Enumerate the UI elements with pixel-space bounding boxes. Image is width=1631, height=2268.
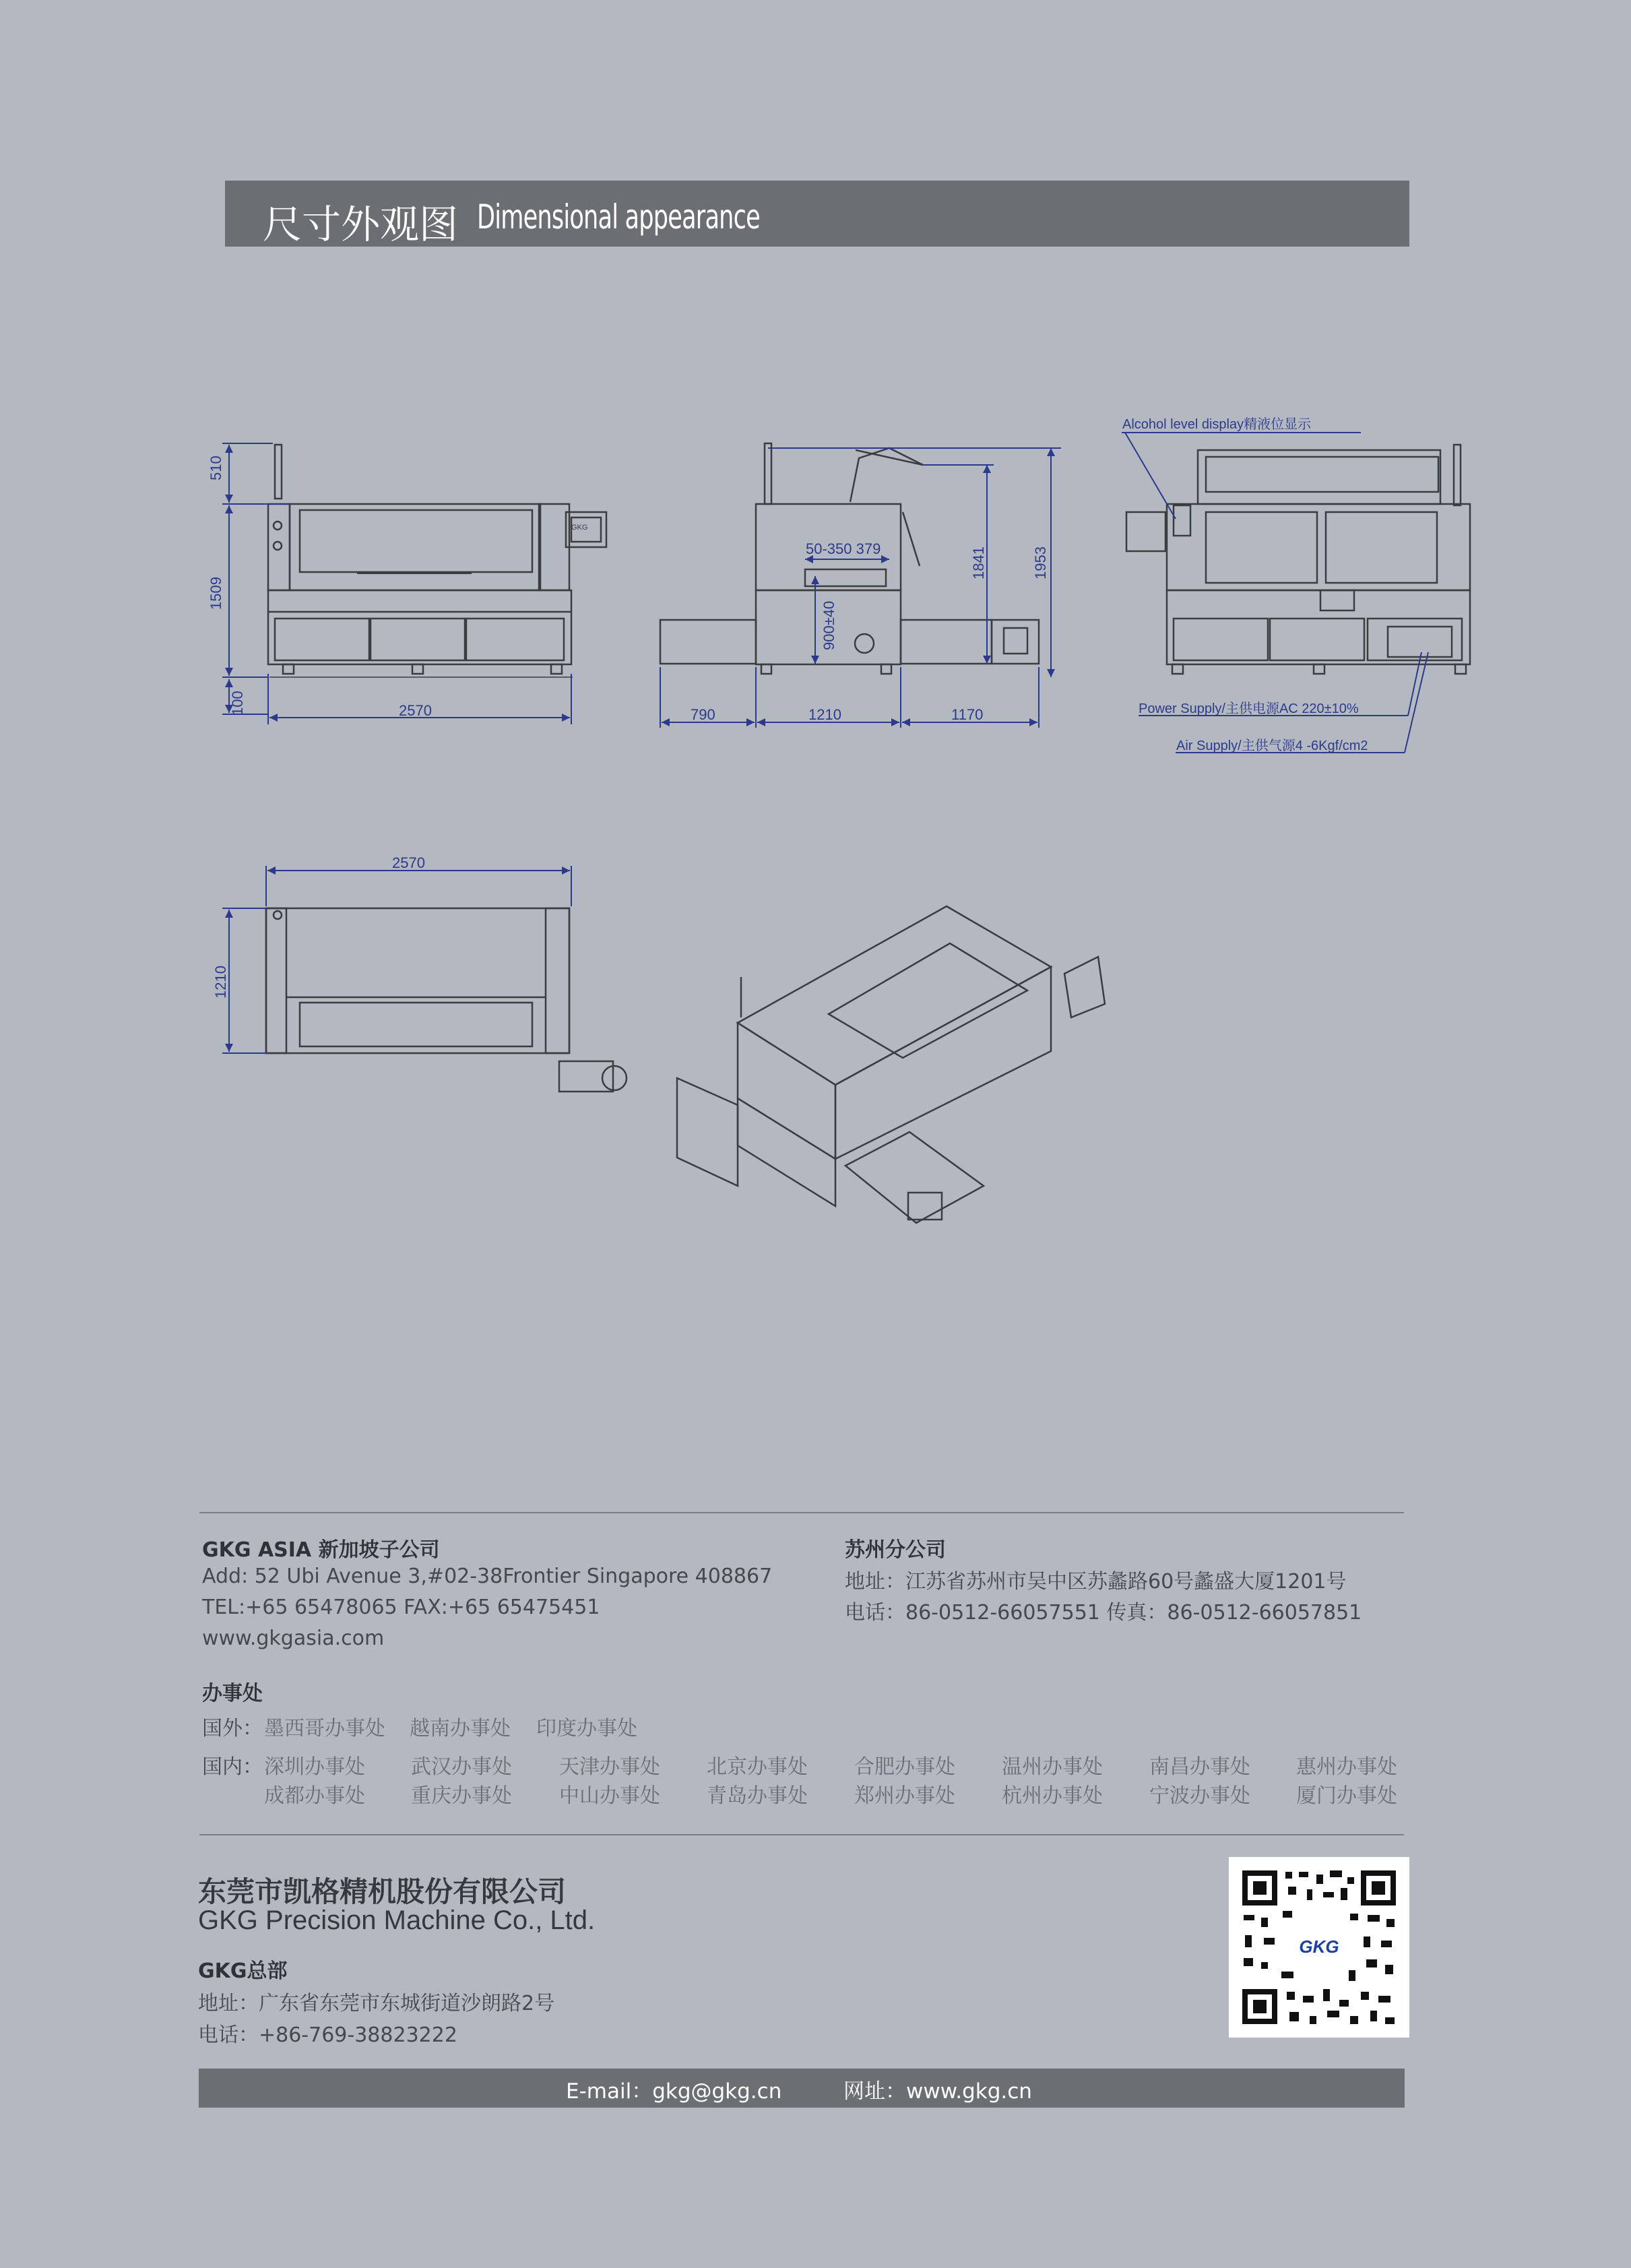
qr-code[interactable] <box>1229 1857 1409 2038</box>
domestic-office: 重庆办事处 <box>411 1784 512 1808</box>
side-width-right-label: 1170 <box>951 706 984 723</box>
suzhou-address: 地址：江苏省苏州市吴中区苏蠡路60号蠡盛大厦1201号 <box>845 1570 1347 1594</box>
header-title-cn: 尺寸外观图 <box>263 201 459 247</box>
hq-phone: 电话：+86-769-38823222 <box>198 2023 457 2047</box>
domestic-office: 青岛办事处 <box>707 1784 808 1808</box>
domestic-office: 成都办事处 <box>264 1784 365 1808</box>
front-view <box>268 445 606 677</box>
side-width-left-label: 790 <box>691 706 715 723</box>
domestic-office: 深圳办事处 <box>264 1755 365 1779</box>
hq-address: 地址：广东省东莞市东城街道沙朗路2号 <box>198 1992 555 2015</box>
domestic-office: 北京办事处 <box>707 1755 808 1779</box>
asia-address: Add: 52 Ubi Avenue 3,#02-38Frontier Singapore 408867 <box>202 1565 773 1588</box>
side-height-mid-label: 900±40 <box>821 600 837 650</box>
footer-email[interactable]: E-mail：gkg@gkg.cn <box>566 2079 782 2104</box>
power-supply-label: Power Supply/主供电源AC 220±10% <box>1139 701 1359 716</box>
footer-bar <box>199 2069 1405 2108</box>
company-name-cn: 东莞市凯格精机股份有限公司 <box>198 1875 567 1908</box>
side-height-b-label: 1953 <box>1032 546 1049 579</box>
side-range-label: 50-350 379 <box>806 540 881 557</box>
domestic-office: 宁波办事处 <box>1149 1784 1250 1808</box>
side-view-dimensions <box>660 448 1061 728</box>
suzhou-title: 苏州分公司 <box>845 1538 946 1562</box>
domestic-office: 郑州办事处 <box>854 1784 955 1808</box>
top-width-label: 2570 <box>392 854 425 871</box>
front-height-top-label: 510 <box>207 455 224 480</box>
domestic-office: 南昌办事处 <box>1149 1755 1250 1779</box>
qr-logo-text: GKG <box>1299 1936 1339 1957</box>
top-view <box>266 908 627 1092</box>
top-depth-label: 1210 <box>212 966 229 999</box>
panel-label: GKG <box>571 524 588 532</box>
asia-title: GKG ASIA 新加坡子公司 <box>202 1538 440 1562</box>
top-view-dimensions <box>222 866 571 1053</box>
domestic-office: 温州办事处 <box>1002 1755 1103 1779</box>
asia-phone: TEL:+65 65478065 FAX:+65 65475451 <box>202 1596 600 1619</box>
hq-title: GKG总部 <box>198 1959 288 1983</box>
domestic-office: 厦门办事处 <box>1296 1784 1397 1808</box>
alcohol-level-label: Alcohol level display精液位显示 <box>1122 417 1312 432</box>
overseas-office-2: 印度办事处 <box>536 1717 637 1740</box>
header-title-en: Dimensional appearance <box>477 197 760 237</box>
front-height-foot-label: 100 <box>229 691 246 716</box>
air-supply-label: Air Supply/主供气源4 -6Kgf/cm2 <box>1176 738 1368 753</box>
company-name-en: GKG Precision Machine Co., Ltd. <box>198 1905 596 1935</box>
divider-top <box>199 1512 1404 1513</box>
footer-website[interactable]: 网址：www.gkg.cn <box>843 2079 1032 2104</box>
qr-code-graphic <box>1229 1857 1409 2038</box>
domestic-office: 合肥办事处 <box>854 1755 955 1779</box>
rear-view <box>1126 445 1470 674</box>
offices-title: 办事处 <box>202 1682 263 1705</box>
domestic-office: 武汉办事处 <box>411 1755 512 1779</box>
domestic-office: 杭州办事处 <box>1002 1784 1103 1808</box>
domestic-office: 中山办事处 <box>559 1784 660 1808</box>
suzhou-phone: 电话：86-0512-66057551 传真：86-0512-66057851 <box>845 1601 1362 1625</box>
front-height-main-label: 1509 <box>207 577 224 610</box>
domestic-office: 天津办事处 <box>559 1755 660 1779</box>
side-width-mid-label: 1210 <box>808 706 841 723</box>
divider-bottom <box>199 1834 1404 1835</box>
overseas-office-1: 越南办事处 <box>410 1717 511 1740</box>
overseas-office-0: 墨西哥办事处 <box>264 1717 385 1740</box>
domestic-label: 国内： <box>202 1755 263 1779</box>
front-width-label: 2570 <box>399 702 432 719</box>
overseas-label: 国外： <box>202 1717 263 1740</box>
asia-web[interactable]: www.gkgasia.com <box>202 1627 385 1650</box>
domestic-office: 惠州办事处 <box>1296 1755 1397 1779</box>
isometric-view <box>677 906 1105 1223</box>
side-height-a-label: 1841 <box>970 546 987 579</box>
